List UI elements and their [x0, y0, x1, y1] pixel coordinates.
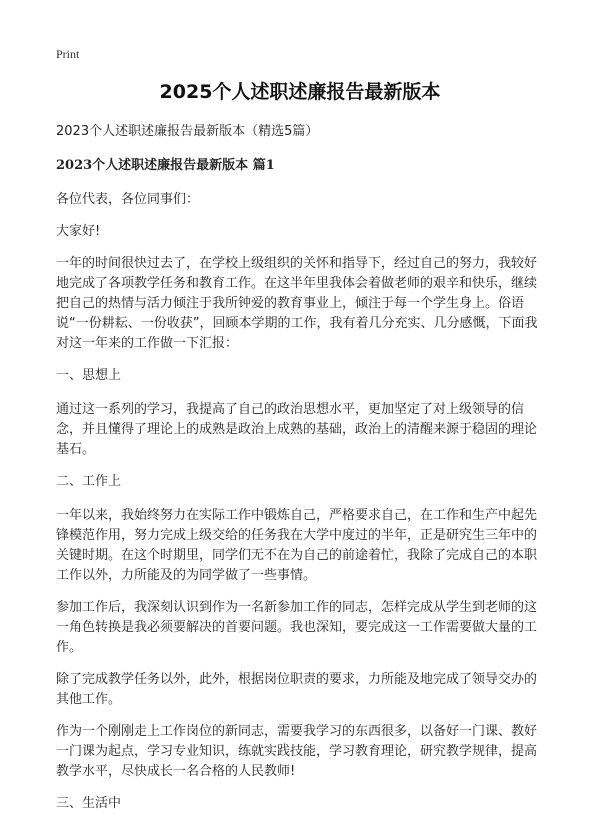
section-title: 2023个人述职述廉报告最新版本 篇1 — [56, 158, 275, 173]
print-link[interactable]: Print — [56, 47, 80, 61]
greeting: 各位代表，各位同事们： — [56, 192, 200, 207]
salutation: 大家好! — [56, 224, 101, 239]
paragraph-work-2: 参加工作后，我深刻认识到作为一名新参加工作的同志，怎样完成从学生到老师的这一角色转换是我必须要解决的首要问题。我也深知，要完成这一工作需要做大量的工作。 — [56, 600, 538, 655]
paragraph-intro: 一年的时间很快过去了，在学校上级组织的关怀和指导下，经过自己的努力，我较好地完成了各项教学任务和教育工作。在这半年里我体会着做老师的艰辛和快乐，继续把自己的热情与活力倾注于我所钟爱的教育事业上，倾注于每一个学生身上。俗语说“一份耕耘、一份收获”，回顾本学期的工作，我有着几分充实、几分感慨，下面我对这一年来的工作做一下汇报： — [56, 256, 538, 351]
document-title: 2025个人述职述廉报告最新版本 — [159, 81, 441, 103]
paragraph-work-4: 作为一个刚刚走上工作岗位的新同志，需要我学习的东西很多，以备好一门课、教好一门课为起点，学习专业知识，练就实践技能，学习教育理论，研究教学规律，提高教学水平，尽快成长一名合格的人民教师! — [56, 724, 538, 779]
paragraph-work-3: 除了完成教学任务以外，此外，根据岗位职责的要求，力所能及地完成了领导交办的其他工作。 — [56, 672, 538, 707]
paragraph-work-1: 一年以来，我始终努力在实际工作中锻炼自己，严格要求自己，在工作和生产中起先锋模范作用，努力完成上级交给的任务我在大学中度过的半年，正是研究生三年中的关键时期。在这个时期里，同学们无不在为自己的前途着忙，我除了完成自己的本职工作以外，力所能及的为同学做了一些事情。 — [56, 508, 538, 583]
heading-work: 二、工作上 — [56, 474, 122, 489]
heading-thought: 一、思想上 — [56, 368, 122, 383]
paragraph-thought: 通过这一系列的学习，我提高了自己的政治思想水平，更加坚定了对上级领导的信念，并且懂得了理论上的成熟是政治上成熟的基础，政治上的清醒来源于稳固的理论基石。 — [56, 402, 538, 457]
document-body — [56, 122, 548, 828]
heading-life: 三、生活中 — [56, 796, 122, 811]
document-subtitle: 2023个人述职述廉报告最新版本（精选5篇） — [56, 124, 319, 139]
